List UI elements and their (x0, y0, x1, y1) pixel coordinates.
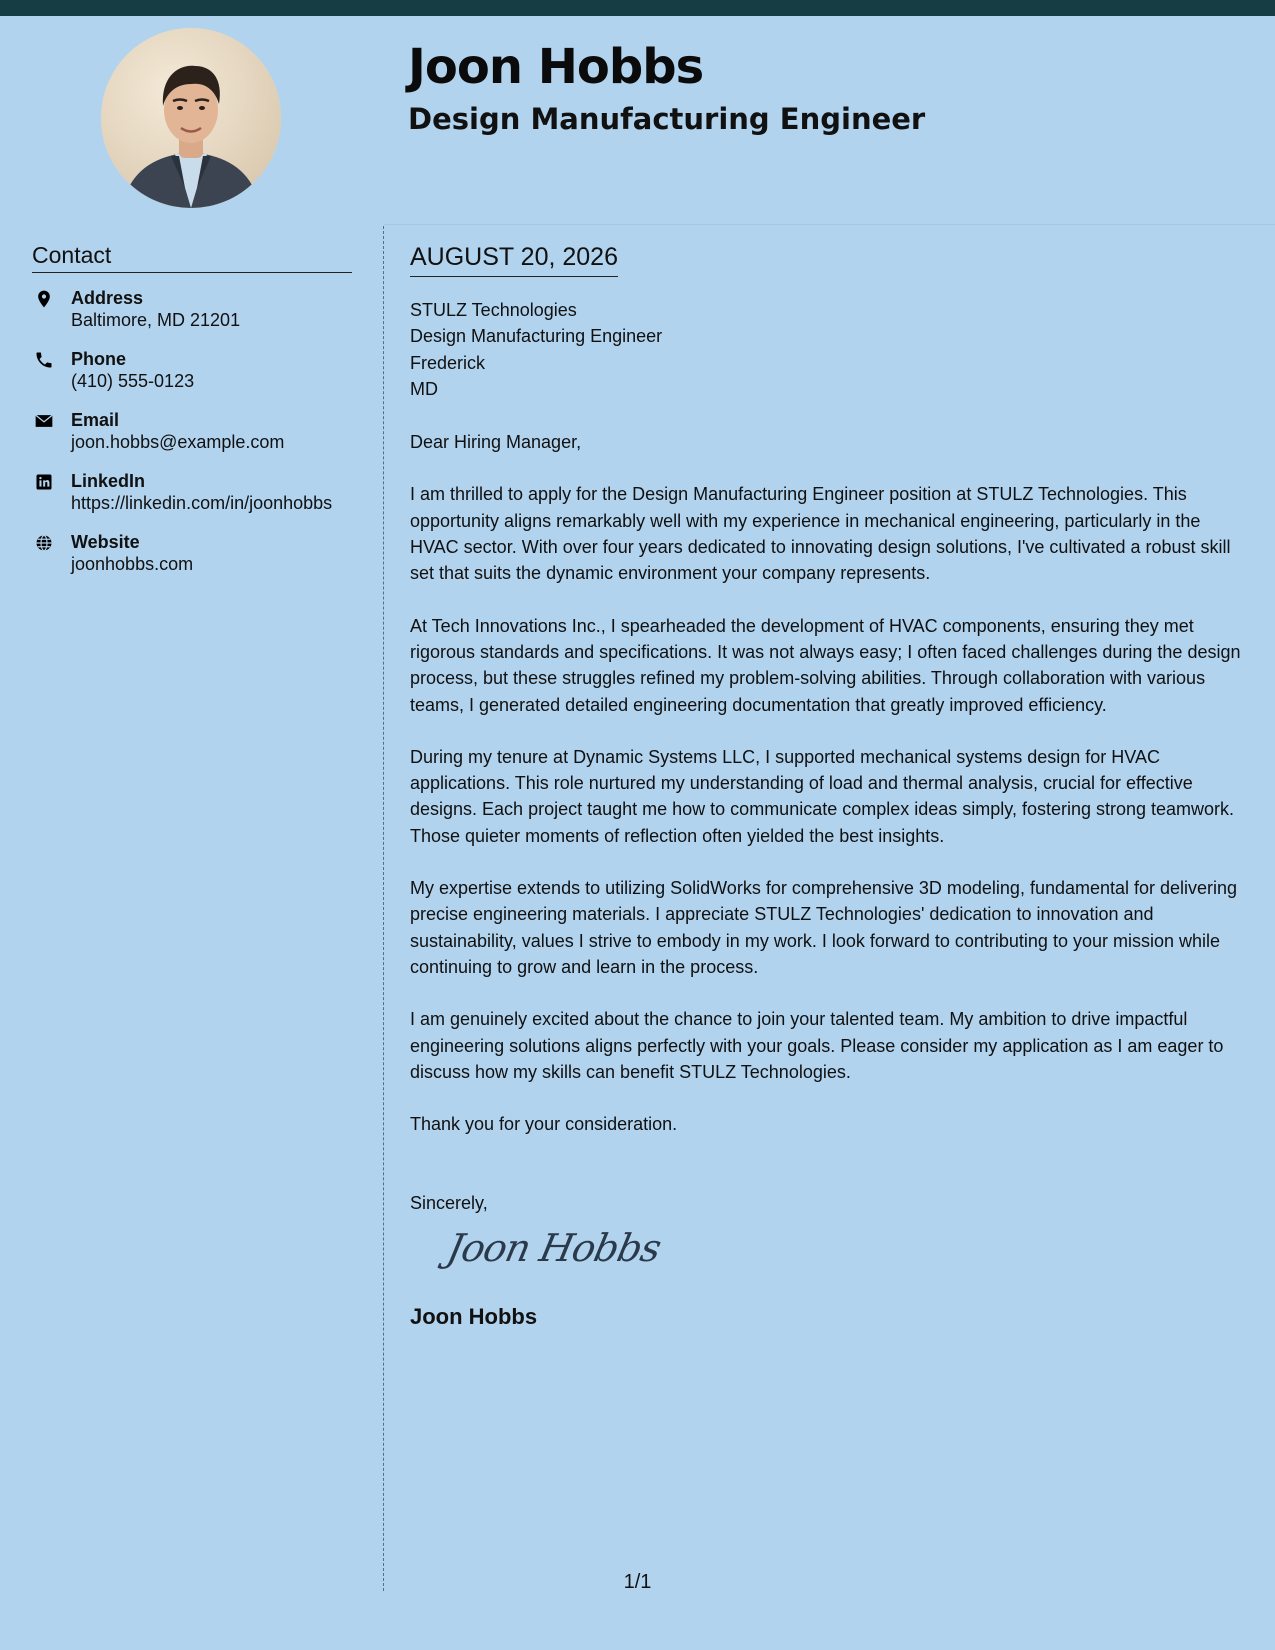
letter-date: AUGUST 20, 2026 (410, 242, 618, 277)
linkedin-icon (34, 472, 54, 492)
column-divider (383, 226, 384, 1591)
contact-label: Website (71, 532, 140, 552)
recipient-block (410, 297, 1245, 402)
recipient-city: Frederick (410, 352, 486, 373)
closing-name: Joon Hobbs (410, 1303, 538, 1329)
contact-label: LinkedIn (71, 471, 146, 491)
contact-label: Email (71, 410, 120, 430)
candidate-name: Joon Hobbs (408, 39, 704, 95)
profile-photo (101, 28, 281, 208)
contact-heading: Contact (32, 240, 352, 273)
paragraph: At Tech Innovations Inc., I spearheaded the development of HVAC components, ensuring they met rigorous standards and specifications. It was not always easy; I often faced challenges during the design process, but these struggles refined my problem-solving abilities. Through collaboration with various teams, I generated detailed engineering documentation that greatly improved efficiency. (410, 615, 1241, 715)
map-pin-icon (34, 289, 54, 309)
paragraph: I am genuinely excited about the chance to join your talented team. My ambition to drive impactful engineering solutions aligns perfectly with your goals. Please consider my application as I am eager to discuss how my skills can benefit STULZ Technologies. (410, 1009, 1224, 1082)
paragraph: I am thrilled to apply for the Design Manufacturing Engineer position at STULZ Technologies. This opportunity aligns remarkably well with my experience in mechanical engineering, particularly in the HVAC sector. With over four years dedicated to innovating design solutions, I've cultivated a robust skill set that suits the dynamic environment your company represents. (410, 484, 1231, 584)
signature (443, 1225, 1245, 1291)
linkedin-link[interactable]: https://linkedin.com/in/joonhobbs (71, 493, 333, 513)
signature-text: Joon Hobbs (443, 1225, 665, 1270)
salutation: Dear Hiring Manager, (410, 432, 582, 453)
contact-item-linkedin (32, 470, 352, 515)
top-bar (0, 0, 1275, 16)
contact-sidebar (32, 240, 352, 592)
recipient-position: Design Manufacturing Engineer (410, 326, 663, 347)
contact-list (32, 287, 352, 576)
contact-item-email (32, 409, 352, 454)
candidate-title: Design Manufacturing Engineer (408, 102, 926, 136)
sign-off: Sincerely, (410, 1193, 488, 1214)
paragraph: My expertise extends to utilizing SolidWorks for comprehensive 3D modeling, fundamental for delivering precise engineering materials. I appreciate STULZ Technologies' dedication to innovation and sustainability, values I strive to embody in my work. I look forward to contributing to your mission while continuing to grow and learn in the process. (410, 878, 1238, 977)
contact-item-address (32, 287, 352, 332)
recipient-state: MD (410, 378, 438, 399)
contact-label: Address (71, 288, 144, 308)
paragraph-thanks: Thank you for your consideration. (410, 1114, 678, 1135)
phone-value: (410) 555-0123 (71, 371, 195, 391)
phone-icon (34, 350, 54, 370)
contact-item-website (32, 531, 352, 576)
email-value: joon.hobbs@example.com (71, 432, 285, 452)
envelope-icon (34, 411, 54, 431)
address-value: Baltimore, MD 21201 (71, 310, 241, 330)
page-number: 1/1 (623, 1571, 652, 1593)
header-divider (384, 224, 1275, 225)
paragraph: During my tenure at Dynamic Systems LLC, I supported mechanical systems design for HVAC applications. This role nurtured my understanding of load and thermal analysis, crucial for effective designs. Each project taught me how to communicate complex ideas simply, fostering strong teamwork. Those quieter moments of reflection often yielded the best insights. (410, 746, 1235, 846)
contact-label: Phone (71, 349, 127, 369)
letter-body (410, 242, 1245, 1331)
contact-item-phone (32, 348, 352, 393)
recipient-company: STULZ Technologies (410, 300, 577, 320)
globe-icon (34, 533, 54, 553)
website-link[interactable]: joonhobbs.com (71, 554, 194, 574)
